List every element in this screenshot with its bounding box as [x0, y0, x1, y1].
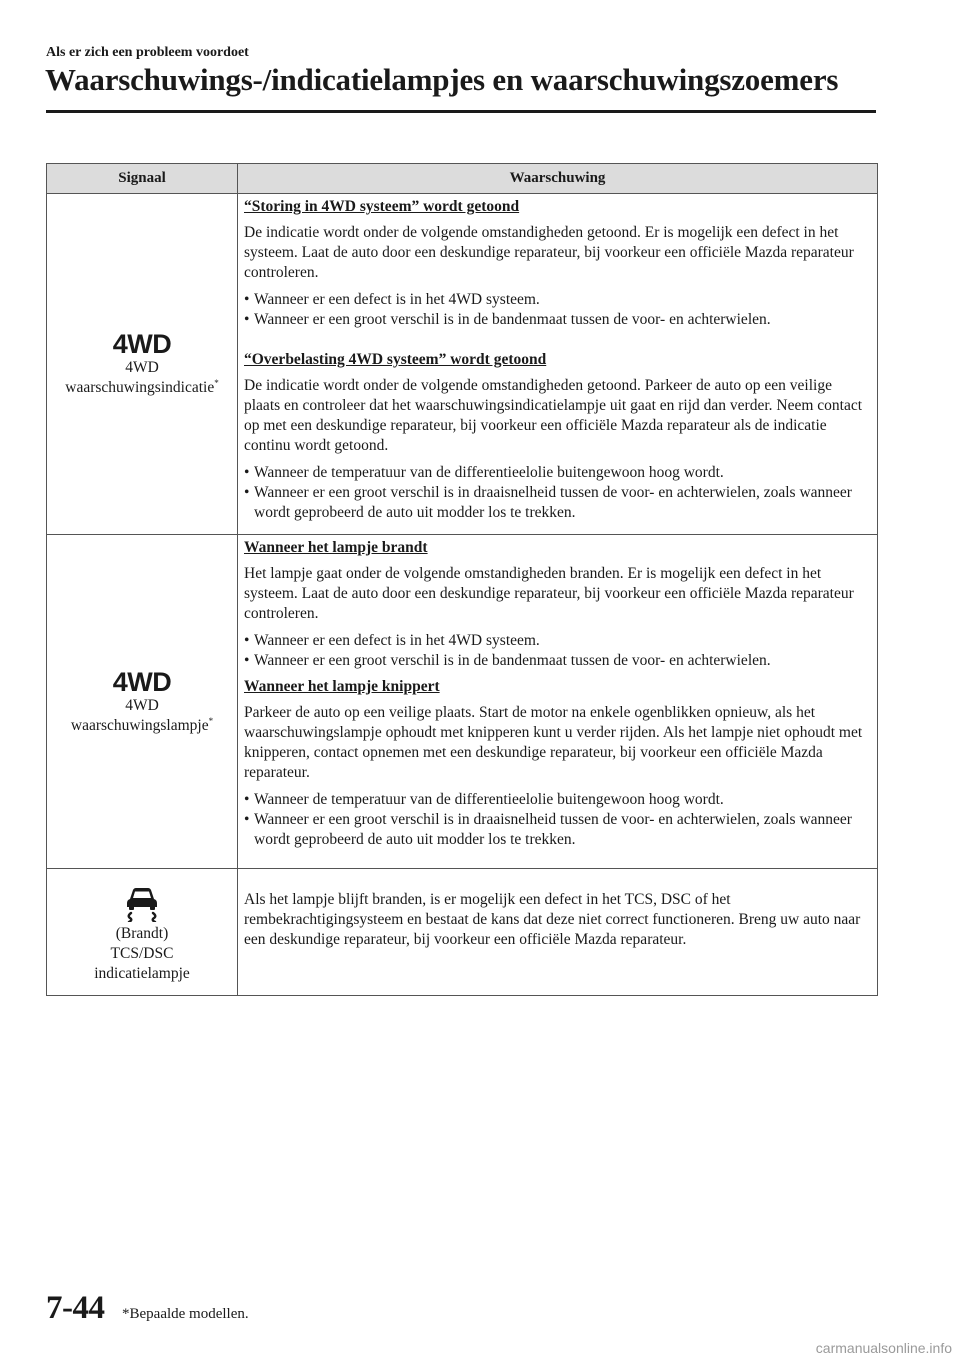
warning-cell — [238, 194, 878, 535]
list-item: • Wanneer er een groot verschil is in draaisnelheid tussen de voor- en achterwielen, zoals wanneer wordt geprobeerd de auto uit modder los te trekken. — [244, 483, 871, 523]
bullet-list — [244, 790, 871, 850]
4wd-indicator-icon: 4WD — [112, 666, 172, 697]
4wd-indicator-icon: 4WD — [112, 329, 172, 359]
subheading: Wanneer het lampje brandt — [244, 539, 428, 556]
list-item: • Wanneer er een groot verschil is in de bandenmaat tussen de voor- en achterwielen. — [244, 651, 871, 671]
signal-label: 4WD — [125, 696, 159, 714]
footnote: *Bepaalde modellen. — [122, 1306, 249, 1322]
table-row — [47, 869, 878, 996]
signal-label: indicatielampje — [94, 965, 190, 982]
table-row — [47, 535, 878, 869]
section-label: Als er zich een probleem voordoet — [46, 45, 249, 60]
signal-cell — [47, 194, 238, 535]
table-row — [47, 194, 878, 535]
subheading: “Overbelasting 4WD systeem” wordt getoond — [244, 351, 547, 368]
paragraph: Het lampje gaat onder de volgende omstandigheden branden. Er is mogelijk een defect in het systeem. Laat de auto door een deskundige reparateur, bij voorkeur een officiële Mazda reparateur controleren. — [244, 565, 854, 622]
signal-cell — [47, 535, 238, 869]
page-title: Waarschuwings-/indicatielampjes en waarschuwingszoemers — [45, 62, 839, 97]
footnote-mark: * — [214, 377, 219, 388]
bullet-list — [244, 631, 871, 671]
paragraph: De indicatie wordt onder de volgende omstandigheden getoond. Er is mogelijk een defect in het systeem. Laat de auto door een deskundige reparateur, bij voorkeur een officiële Mazda reparateur controleren. — [244, 224, 854, 281]
watermark: carmanualsonline.info — [815, 1340, 952, 1356]
tcs-dsc-skid-car-icon — [119, 880, 165, 922]
bullet-list — [244, 290, 871, 330]
signal-label: (Brandt) — [115, 925, 169, 942]
list-item: • Wanneer er een groot verschil is in draaisnelheid tussen de voor- en achterwielen, zoals wanneer wordt geprobeerd de auto uit modder los te trekken. — [244, 810, 871, 850]
list-item: • Wanneer er een defect is in het 4WD systeem. — [244, 631, 871, 651]
paragraph: De indicatie wordt onder de volgende omstandigheden getoond. Parkeer de auto op een veilige plaats en controleer dat het waarschuwingsindicatielampje uit gaat en rijd dan verder. Neem contact op met een deskundige reparateur, bij voorkeur een officiële Mazda reparateur als de indicatie continu wordt getoond. — [244, 377, 863, 454]
table-header-row — [47, 164, 878, 194]
subheading: “Storing in 4WD systeem” wordt getoond — [244, 198, 520, 215]
bullet-list — [244, 463, 871, 523]
signal-label: 4WD — [125, 359, 159, 376]
footnote-mark: * — [208, 715, 214, 726]
warning-cell — [238, 535, 878, 869]
list-item: • Wanneer de temperatuur van de differentieelolie buitengewoon hoog wordt. — [244, 463, 871, 483]
subheading: Wanneer het lampje knippert — [244, 678, 440, 695]
paragraph: Als het lampje blijft branden, is er mogelijk een defect in het TCS, DSC of het rembekrachtigingsysteem en bestaat de kans dat deze niet correct functioneren. Breng uw auto naar een deskundige reparateur, bij voorkeur een officiële Mazda reparateur. — [244, 891, 861, 948]
signal-label: waarschuwingslampje* — [70, 715, 214, 734]
title-rule — [46, 110, 876, 113]
list-item: • Wanneer er een groot verschil is in de bandenmaat tussen de voor- en achterwielen. — [244, 310, 871, 330]
signal-label: waarschuwingsindicatie* — [65, 377, 219, 396]
paragraph: Parkeer de auto op een veilige plaats. Start de motor na enkele ogenblikken opnieuw, als het waarschuwingslampje ophoudt met knipperen kunt u verder rijden. Als het lampje niet ophoudt met knipperen, contact opnemen met een deskundige reparateur, bij voorkeur een officiële Mazda reparateur. — [244, 704, 863, 781]
signal-label: TCS/DSC — [110, 945, 174, 962]
warning-table — [46, 163, 878, 996]
list-item: • Wanneer de temperatuur van de differentieelolie buitengewoon hoog wordt. — [244, 790, 871, 810]
page-number: 7-44 — [46, 1290, 105, 1326]
column-header-warning: Waarschuwing — [238, 164, 878, 194]
column-header-signal: Signaal — [47, 164, 238, 194]
signal-cell — [47, 869, 238, 996]
list-item: • Wanneer er een defect is in het 4WD systeem. — [244, 290, 871, 310]
warning-cell — [238, 869, 878, 996]
